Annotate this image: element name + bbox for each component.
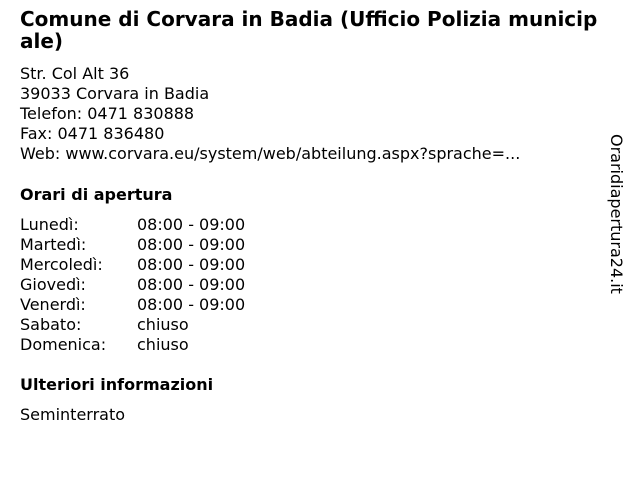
day-label: Giovedì: xyxy=(20,275,86,294)
time-value: 08:00 - 09:00 xyxy=(137,275,246,294)
time-value: 08:00 - 09:00 xyxy=(137,255,246,274)
day-label: Mercoledì: xyxy=(20,255,103,274)
site-watermark: Oraridiapertura24.it xyxy=(607,134,626,294)
opening-hours-table xyxy=(20,215,600,355)
time-value: 08:00 - 09:00 xyxy=(137,235,246,254)
time-value: chiuso xyxy=(137,335,189,354)
fax-number: Fax: 0471 836480 xyxy=(20,124,165,143)
page-title: Comune di Corvara in Badia (Ufficio Polizia municipale) xyxy=(20,7,598,53)
hours-row-wednesday xyxy=(20,255,600,275)
hours-row-tuesday xyxy=(20,235,600,255)
time-value: 08:00 - 09:00 xyxy=(137,215,246,234)
address-block xyxy=(20,64,600,164)
hours-row-saturday xyxy=(20,315,600,335)
time-value: chiuso xyxy=(137,315,189,334)
day-label: Sabato: xyxy=(20,315,82,334)
day-label: Martedì: xyxy=(20,235,87,254)
listing-card xyxy=(20,8,600,425)
city-address: 39033 Corvara in Badia xyxy=(20,84,210,103)
phone-number: Telefon: 0471 830888 xyxy=(20,104,195,123)
additional-info-heading: Ulteriori informazioni xyxy=(20,375,214,394)
hours-row-friday xyxy=(20,295,600,315)
additional-info-text: Seminterrato xyxy=(20,405,126,424)
hours-row-monday xyxy=(20,215,600,235)
day-label: Domenica: xyxy=(20,335,107,354)
day-label: Venerdì: xyxy=(20,295,86,314)
street-address: Str. Col Alt 36 xyxy=(20,64,130,83)
day-label: Lunedì: xyxy=(20,215,79,234)
time-value: 08:00 - 09:00 xyxy=(137,295,246,314)
opening-hours-heading: Orari di apertura xyxy=(20,185,173,204)
hours-row-sunday xyxy=(20,335,600,355)
website-link[interactable]: Web: www.corvara.eu/system/web/abteilung.aspx?sprache=... xyxy=(20,144,521,163)
hours-row-thursday xyxy=(20,275,600,295)
